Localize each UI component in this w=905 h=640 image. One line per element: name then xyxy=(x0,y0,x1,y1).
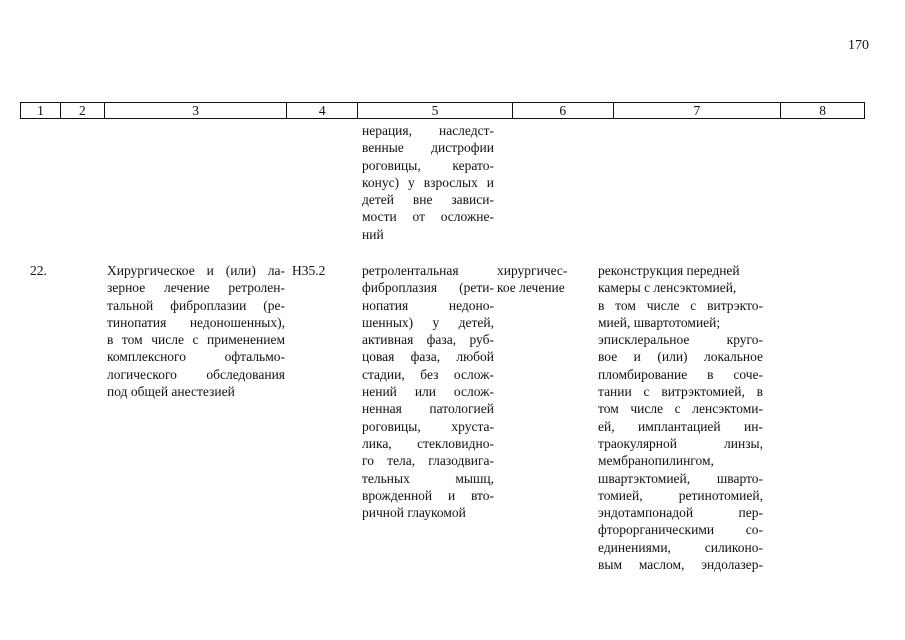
row22-treatment-name xyxy=(107,262,285,400)
header-col-2: 2 xyxy=(61,103,105,118)
text-line: тинопатия недоношенных), xyxy=(107,314,285,330)
text-line: камеры с ленсэктомией, xyxy=(598,280,737,296)
text-line: роговицы, хруста- xyxy=(362,418,494,434)
text-line: пломбирование в соче- xyxy=(598,366,763,382)
text-line: ей, имплантацией ин- xyxy=(598,418,763,434)
text-line: фиброплазия (рети- xyxy=(362,280,494,296)
header-col-4: 4 xyxy=(287,103,358,118)
text-line: Хирургическое и (или) ла- xyxy=(107,263,285,278)
text-line: реконструкция передней xyxy=(598,263,740,278)
text-line: логического обследования xyxy=(107,366,285,382)
text-line: тании с витрэктомией, в xyxy=(598,384,763,400)
text-line: эндотампонадой пер- xyxy=(598,505,763,521)
text-line: роговицы, керато- xyxy=(362,157,494,173)
text-line: хирургичес- xyxy=(497,263,568,278)
text-line: мембранопилингом, xyxy=(598,453,714,469)
header-col-5: 5 xyxy=(358,103,513,118)
text-line: в том числе с применением xyxy=(107,332,285,348)
text-line: зерное лечение ретролен- xyxy=(107,280,285,296)
header-col-7: 7 xyxy=(614,103,782,118)
text-line: в том числе с витрэкто- xyxy=(598,297,763,313)
header-col-8: 8 xyxy=(819,103,826,118)
text-line: нений или ослож- xyxy=(362,384,494,400)
text-line: швартэктомией, шварто- xyxy=(598,470,763,486)
text-line: комплексного офтальмо- xyxy=(107,349,285,365)
text-line: конус) у взрослых и xyxy=(362,174,494,190)
page-number: 170 xyxy=(848,38,869,53)
row22-treatment-type xyxy=(497,262,567,297)
continuation-col5 xyxy=(362,122,494,243)
text-line: единениями, силиконо- xyxy=(598,539,763,555)
text-line: фторорганическими со- xyxy=(598,522,763,538)
text-line: мости от осложне- xyxy=(362,209,494,225)
text-line: стадии, без ослож- xyxy=(362,366,494,382)
table-header-row xyxy=(20,102,865,119)
row-number: 22. xyxy=(30,263,47,278)
text-line: траокулярной линзы, xyxy=(598,435,763,451)
row22-patient-model xyxy=(362,262,494,521)
header-col-1: 1 xyxy=(21,103,61,118)
row22-treatment-method xyxy=(598,262,763,573)
text-line: тельных мышц, xyxy=(362,470,494,486)
text-line: эписклеральное круго- xyxy=(598,332,763,348)
text-line: вым маслом, эндолазер- xyxy=(598,557,763,573)
text-line: мией, швартотомией; xyxy=(598,314,721,330)
text-line: врожденной и вто- xyxy=(362,487,494,503)
text-line: ненная патологией xyxy=(362,401,494,417)
text-line: под общей анестезией xyxy=(107,384,235,400)
text-line: цовая фаза, любой xyxy=(362,349,494,365)
header-col-6: 6 xyxy=(513,103,614,118)
text-line: ричной глаукомой xyxy=(362,505,466,521)
text-line: лика, стекловидно- xyxy=(362,435,494,451)
text-line: нерация, наследст- xyxy=(362,123,494,138)
row22-icd-code: H35.2 xyxy=(292,263,326,278)
text-line: венные дистрофии xyxy=(362,140,494,156)
text-line: шенных) у детей, xyxy=(362,314,494,330)
text-line: активная фаза, руб- xyxy=(362,332,494,348)
text-line: нопатия недоно- xyxy=(362,297,494,313)
text-line: ретролентальная xyxy=(362,263,459,278)
text-line: го тела, глазодвига- xyxy=(362,453,494,469)
text-line: детей вне зависи- xyxy=(362,192,494,208)
header-col-3: 3 xyxy=(105,103,288,118)
text-line: кое лечение xyxy=(497,280,565,296)
text-line: томией, ретинотомией, xyxy=(598,487,763,503)
text-line: том числе с ленсэктоми- xyxy=(598,401,763,417)
text-line: вое и (или) локальное xyxy=(598,349,763,365)
text-line: тальной фиброплазии (ре- xyxy=(107,297,285,313)
text-line: ний xyxy=(362,226,384,242)
